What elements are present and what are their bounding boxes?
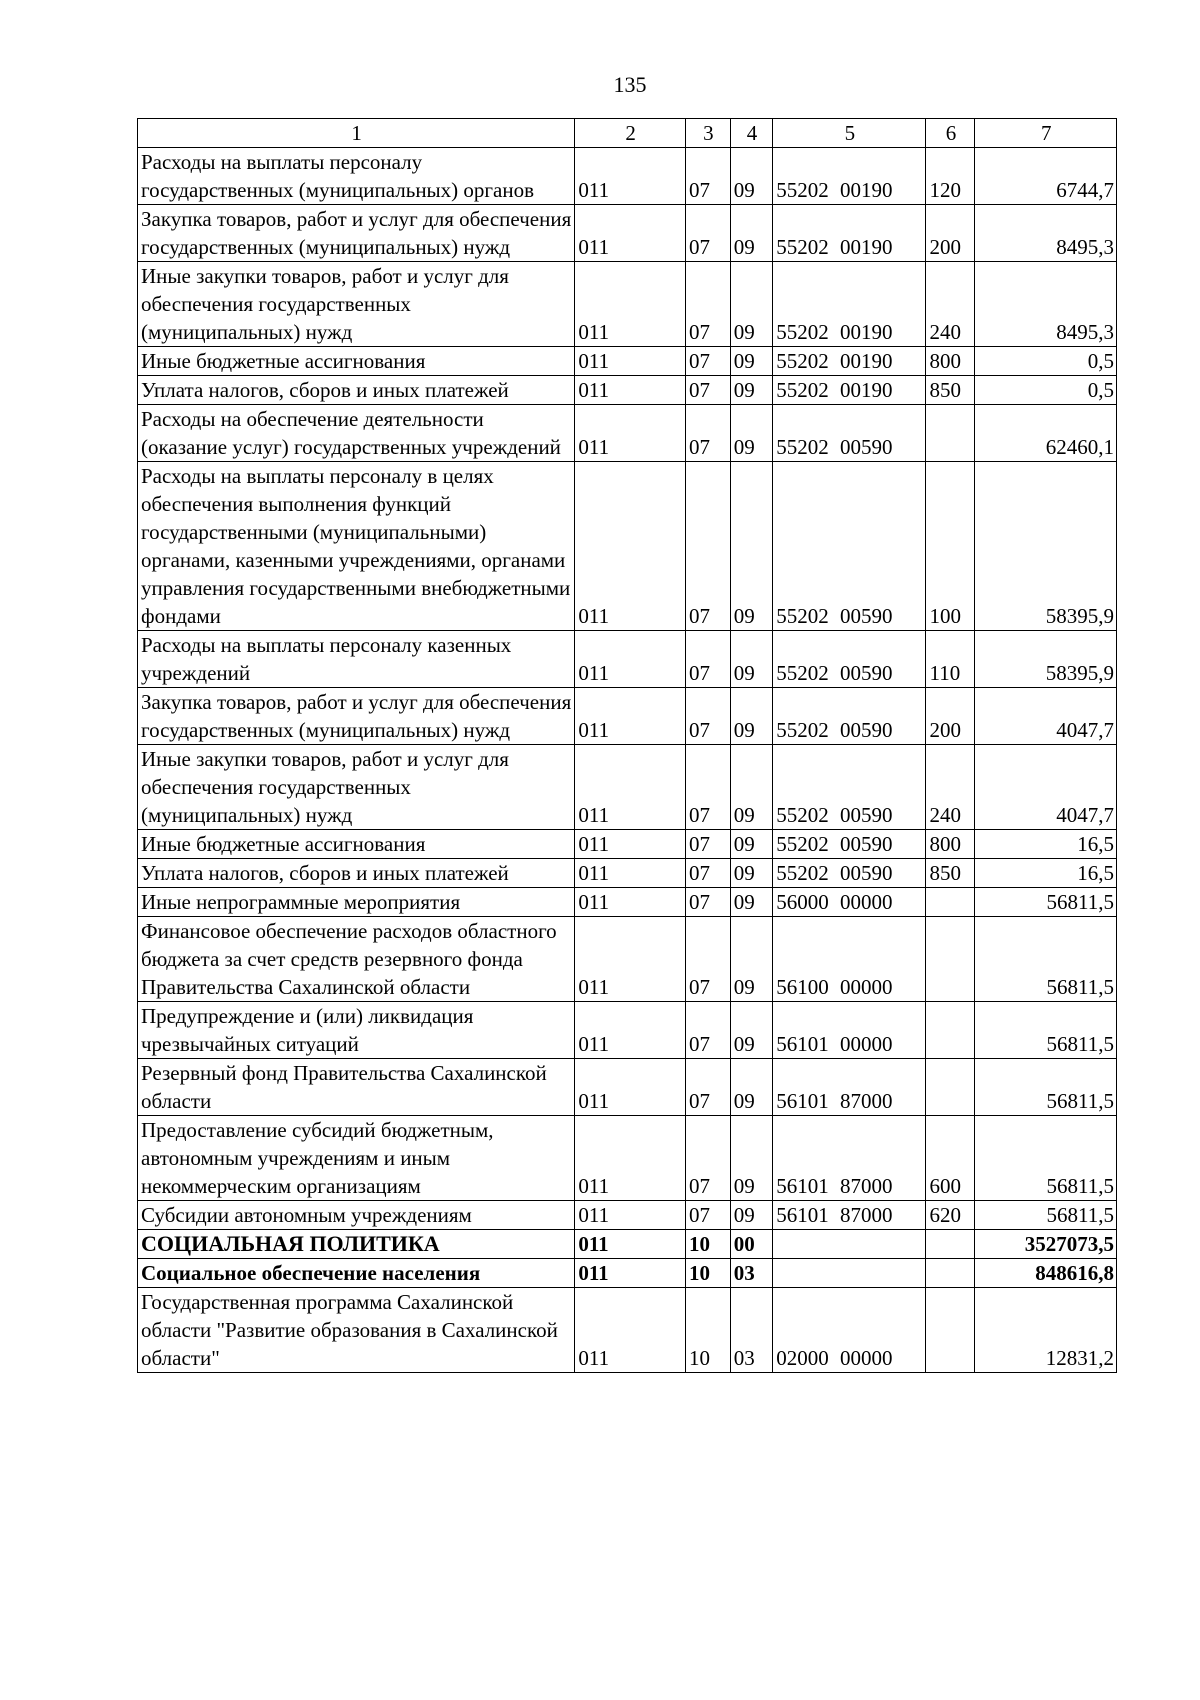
table-row [138,1201,1117,1230]
table-row [138,688,1117,745]
row-name-cell: Закупка товаров, работ и услуг для обеспечения государственных (муниципальных) нужд [138,688,575,745]
ministry-code-cell: 011 [575,1116,686,1201]
section-code-cell: 07 [686,1116,731,1201]
table-row [138,148,1117,205]
table-row [138,405,1117,462]
amount-cell: 12831,2 [975,1288,1117,1373]
table-row [138,745,1117,830]
row-name-cell: Уплата налогов, сборов и иных платежей [138,859,575,888]
section-code-cell: 07 [686,262,731,347]
subsection-code-cell: 09 [730,347,773,376]
subsection-code-cell: 09 [730,205,773,262]
page-number: 135 [613,72,647,97]
section-code-cell: 07 [686,347,731,376]
section-code-cell: 07 [686,205,731,262]
section-code-cell: 07 [686,462,731,631]
target-article-code-cell: 55202 00190 [773,262,926,347]
column-header: 2 [575,119,686,148]
table-row [138,262,1117,347]
amount-cell: 56811,5 [975,1201,1117,1230]
target-article-code-cell: 55202 00190 [773,205,926,262]
ministry-code-cell: 011 [575,205,686,262]
section-code-cell: 07 [686,376,731,405]
amount-cell: 0,5 [975,376,1117,405]
expense-type-code-cell: 620 [926,1201,975,1230]
ministry-code-cell: 011 [575,745,686,830]
ministry-code-cell: 011 [575,1059,686,1116]
subsection-code-cell: 09 [730,405,773,462]
row-name-cell: Финансовое обеспечение расходов областного бюджета за счет средств резервного фонда Правительства Сахалинской области [138,917,575,1002]
table-row [138,462,1117,631]
ministry-code-cell: 011 [575,1230,686,1259]
subsection-code-cell: 09 [730,888,773,917]
section-code-cell: 07 [686,830,731,859]
budget-table [137,118,1117,1373]
table-row [138,1059,1117,1116]
ministry-code-cell: 011 [575,262,686,347]
column-header: 1 [138,119,575,148]
subsection-code-cell: 09 [730,148,773,205]
ministry-code-cell: 011 [575,1201,686,1230]
table-row [138,1259,1117,1288]
amount-cell: 56811,5 [975,917,1117,1002]
row-name-cell: СОЦИАЛЬНАЯ ПОЛИТИКА [138,1230,575,1259]
section-code-cell: 07 [686,917,731,1002]
amount-cell: 848616,8 [975,1259,1117,1288]
expense-type-code-cell [926,405,975,462]
amount-cell: 3527073,5 [975,1230,1117,1259]
amount-cell: 58395,9 [975,631,1117,688]
target-article-code-cell: 55202 00190 [773,347,926,376]
target-article-code-cell: 55202 00590 [773,859,926,888]
ministry-code-cell: 011 [575,1259,686,1288]
expense-type-code-cell: 240 [926,745,975,830]
row-name-cell: Закупка товаров, работ и услуг для обеспечения государственных (муниципальных) нужд [138,205,575,262]
target-article-code-cell: 55202 00590 [773,745,926,830]
target-article-code-cell: 02000 00000 [773,1288,926,1373]
amount-cell: 56811,5 [975,1059,1117,1116]
amount-cell: 62460,1 [975,405,1117,462]
expense-type-code-cell: 110 [926,631,975,688]
table-row [138,205,1117,262]
expense-type-code-cell [926,1230,975,1259]
subsection-code-cell: 09 [730,688,773,745]
section-code-cell: 07 [686,688,731,745]
amount-cell: 6744,7 [975,148,1117,205]
section-code-cell: 07 [686,148,731,205]
row-name-cell: Расходы на выплаты персоналу казенных учреждений [138,631,575,688]
subsection-code-cell: 09 [730,917,773,1002]
table-row [138,888,1117,917]
section-code-cell: 07 [686,1059,731,1116]
expense-type-code-cell [926,1002,975,1059]
subsection-code-cell: 03 [730,1288,773,1373]
section-code-cell: 10 [686,1230,731,1259]
table-row [138,376,1117,405]
row-name-cell: Иные непрограммные мероприятия [138,888,575,917]
expense-type-code-cell [926,917,975,1002]
ministry-code-cell: 011 [575,859,686,888]
subsection-code-cell: 09 [730,830,773,859]
target-article-code-cell: 55202 00590 [773,830,926,859]
table-row [138,1288,1117,1373]
subsection-code-cell: 09 [730,262,773,347]
ministry-code-cell: 011 [575,462,686,631]
ministry-code-cell: 011 [575,1002,686,1059]
section-code-cell: 10 [686,1288,731,1373]
subsection-code-cell: 00 [730,1230,773,1259]
ministry-code-cell: 011 [575,405,686,462]
target-article-code-cell: 55202 00590 [773,631,926,688]
section-code-cell: 10 [686,1259,731,1288]
row-name-cell: Расходы на обеспечение деятельности (оказание услуг) государственных учреждений [138,405,575,462]
row-name-cell: Резервный фонд Правительства Сахалинской области [138,1059,575,1116]
expense-type-code-cell: 850 [926,376,975,405]
row-name-cell: Расходы на выплаты персоналу государственных (муниципальных) органов [138,148,575,205]
row-name-cell: Государственная программа Сахалинской области "Развитие образования в Сахалинской области" [138,1288,575,1373]
ministry-code-cell: 011 [575,830,686,859]
target-article-code-cell [773,1259,926,1288]
row-name-cell: Расходы на выплаты персоналу в целях обеспечения выполнения функций государственными (муниципальными) органами, казенными учреждениями, органами управления государственными внебюджетными фондами [138,462,575,631]
section-code-cell: 07 [686,405,731,462]
row-name-cell: Социальное обеспечение населения [138,1259,575,1288]
amount-cell: 4047,7 [975,745,1117,830]
subsection-code-cell: 09 [730,462,773,631]
subsection-code-cell: 03 [730,1259,773,1288]
target-article-code-cell: 56101 00000 [773,1002,926,1059]
amount-cell: 56811,5 [975,1002,1117,1059]
target-article-code-cell: 56000 00000 [773,888,926,917]
subsection-code-cell: 09 [730,1201,773,1230]
target-article-code-cell: 55202 00190 [773,148,926,205]
target-article-code-cell: 56101 87000 [773,1059,926,1116]
row-name-cell: Иные бюджетные ассигнования [138,347,575,376]
target-article-code-cell: 56101 87000 [773,1201,926,1230]
amount-cell: 4047,7 [975,688,1117,745]
column-header: 3 [686,119,731,148]
row-name-cell: Уплата налогов, сборов и иных платежей [138,376,575,405]
amount-cell: 0,5 [975,347,1117,376]
ministry-code-cell: 011 [575,631,686,688]
section-code-cell: 07 [686,888,731,917]
table-row [138,1116,1117,1201]
table-row [138,631,1117,688]
table-row [138,1002,1117,1059]
table-row [138,347,1117,376]
expense-type-code-cell [926,1288,975,1373]
row-name-cell: Предупреждение и (или) ликвидация чрезвычайных ситуаций [138,1002,575,1059]
subsection-code-cell: 09 [730,1116,773,1201]
expense-type-code-cell: 200 [926,205,975,262]
table-row [138,830,1117,859]
table-row [138,917,1117,1002]
column-header: 5 [773,119,926,148]
amount-cell: 8495,3 [975,262,1117,347]
table-row [138,1230,1117,1259]
amount-cell: 56811,5 [975,888,1117,917]
ministry-code-cell: 011 [575,347,686,376]
row-name-cell: Иные закупки товаров, работ и услуг для обеспечения государственных (муниципальных) нужд [138,262,575,347]
expense-type-code-cell: 120 [926,148,975,205]
table-header-row [138,119,1117,148]
ministry-code-cell: 011 [575,688,686,745]
subsection-code-cell: 09 [730,1002,773,1059]
row-name-cell: Иные закупки товаров, работ и услуг для обеспечения государственных (муниципальных) нужд [138,745,575,830]
amount-cell: 56811,5 [975,1116,1117,1201]
ministry-code-cell: 011 [575,1288,686,1373]
column-header: 7 [975,119,1117,148]
subsection-code-cell: 09 [730,859,773,888]
target-article-code-cell: 56101 87000 [773,1116,926,1201]
amount-cell: 8495,3 [975,205,1117,262]
subsection-code-cell: 09 [730,376,773,405]
section-code-cell: 07 [686,631,731,688]
row-name-cell: Иные бюджетные ассигнования [138,830,575,859]
row-name-cell: Предоставление субсидий бюджетным, автономным учреждениям и иным некоммерческим организациям [138,1116,575,1201]
expense-type-code-cell [926,888,975,917]
expense-type-code-cell: 850 [926,859,975,888]
subsection-code-cell: 09 [730,1059,773,1116]
section-code-cell: 07 [686,745,731,830]
column-header: 4 [730,119,773,148]
amount-cell: 16,5 [975,859,1117,888]
amount-cell: 16,5 [975,830,1117,859]
section-code-cell: 07 [686,859,731,888]
target-article-code-cell: 55202 00590 [773,405,926,462]
target-article-code-cell: 56100 00000 [773,917,926,1002]
expense-type-code-cell: 200 [926,688,975,745]
expense-type-code-cell [926,1259,975,1288]
ministry-code-cell: 011 [575,148,686,205]
section-code-cell: 07 [686,1002,731,1059]
ministry-code-cell: 011 [575,917,686,1002]
expense-type-code-cell: 800 [926,347,975,376]
column-header: 6 [926,119,975,148]
target-article-code-cell: 55202 00590 [773,688,926,745]
subsection-code-cell: 09 [730,631,773,688]
expense-type-code-cell [926,1059,975,1116]
table-row [138,859,1117,888]
amount-cell: 58395,9 [975,462,1117,631]
target-article-code-cell: 55202 00590 [773,462,926,631]
target-article-code-cell: 55202 00190 [773,376,926,405]
table-body [138,148,1117,1373]
row-name-cell: Субсидии автономным учреждениям [138,1201,575,1230]
expense-type-code-cell: 240 [926,262,975,347]
ministry-code-cell: 011 [575,376,686,405]
expense-type-code-cell: 800 [926,830,975,859]
ministry-code-cell: 011 [575,888,686,917]
target-article-code-cell [773,1230,926,1259]
expense-type-code-cell: 100 [926,462,975,631]
expense-type-code-cell: 600 [926,1116,975,1201]
section-code-cell: 07 [686,1201,731,1230]
subsection-code-cell: 09 [730,745,773,830]
